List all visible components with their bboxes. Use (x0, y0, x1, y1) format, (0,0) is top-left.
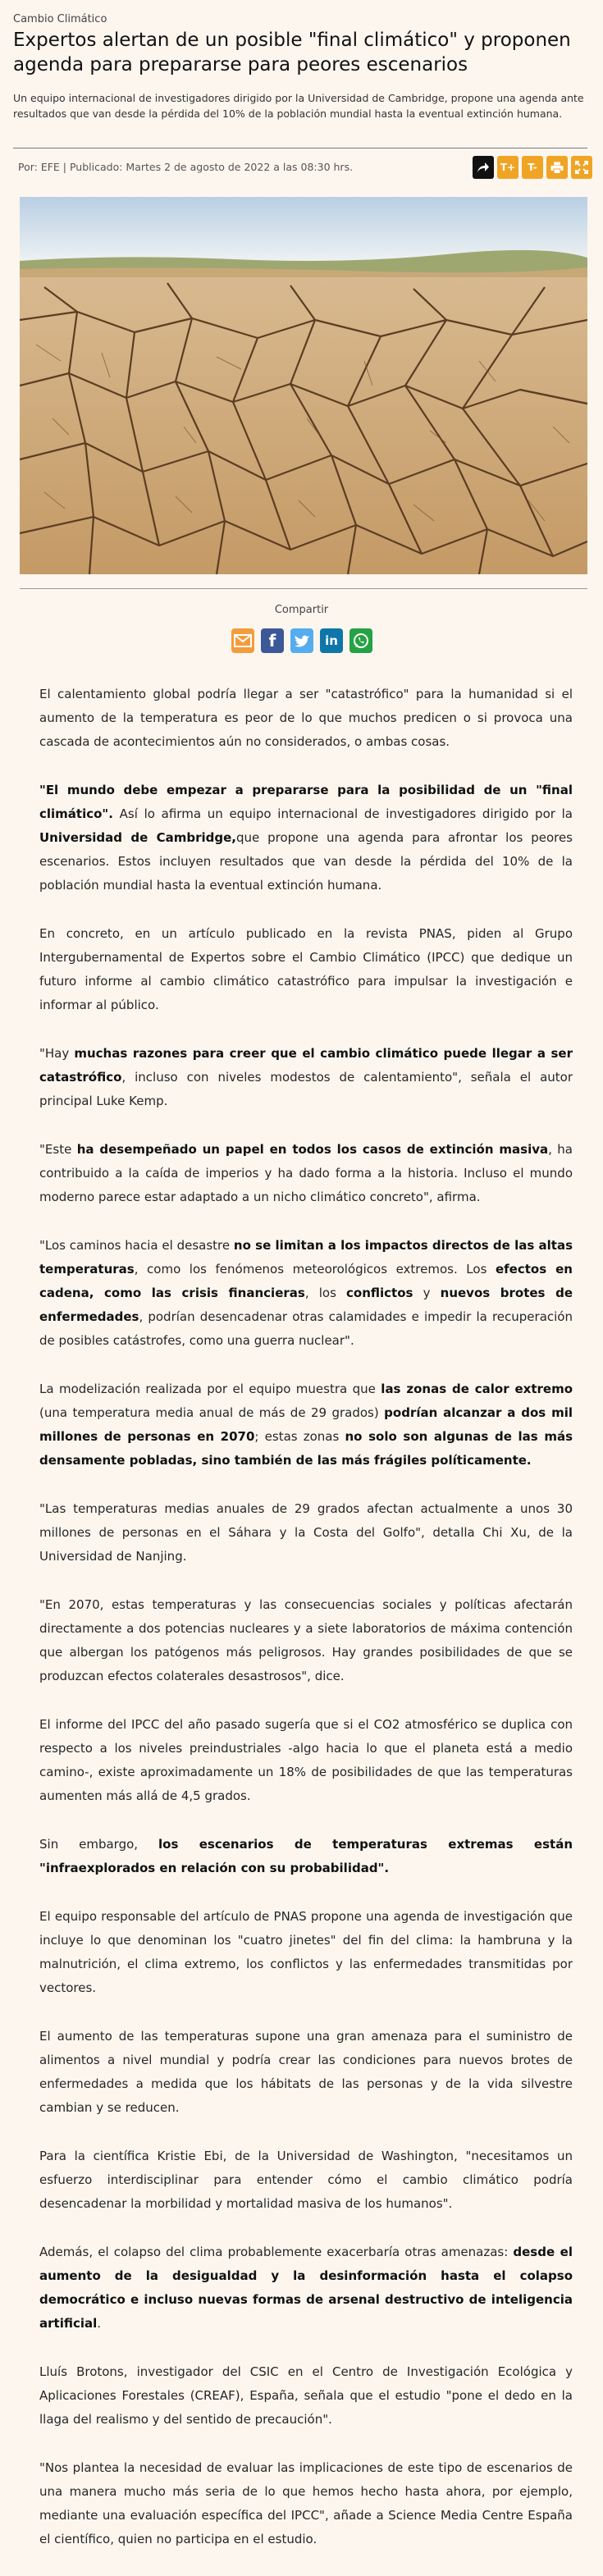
paragraph: "Las temperaturas medias anuales de 29 grados afectan actualmente a unos 30 millones de personas en el Sáhara y la Costa del Golfo", detalla Chi Xu, de la Universidad de Nanjing. (39, 1501, 573, 1564)
expand-icon (575, 161, 588, 174)
share-button[interactable] (473, 156, 494, 179)
facebook-icon: f (268, 631, 276, 651)
paragraph: El informe del IPCC del año pasado sugería que si el CO2 atmosférico se duplica con respecto a los niveles preindustriales -algo hacia lo que el planeta está a medio camino-, existe aproximadamente un 18% de posibilidades de que las temperaturas aumenten más allá de 4,5 grados. (39, 1717, 573, 1803)
paragraph: "Hay muchas razones para creer que el cambio climático puede llegar a ser catastrófico, incluso con niveles modestos de calentamiento", señala el autor principal Luke Kemp. (39, 1046, 573, 1108)
paragraph: Lluís Brotons, investigador del CSIC en el Centro de Investigación Ecológica y Aplicaciones Forestales (CREAF), España, señala que el estudio "pone el dedo en la llaga del realismo y del sentido de precaución". (39, 2364, 573, 2427)
print-button[interactable] (546, 156, 568, 179)
article-body (39, 683, 573, 2576)
paragraph: Además, el colapso del clima probablemente exacerbaría otras amenazas: desde el aumento de la desigualdad y la desinformación hasta el colapso democrático e incluso nuevas formas de arsenal destructivo de inteligencia artificial. (39, 2245, 573, 2331)
paragraph: "Este ha desempeñado un papel en todos los casos de extinción masiva, ha contribuido a la caída de imperios y ha dado forma a la historia. Incluso el mundo moderno parece estar adaptado a un nicho climático concreto", afirma. (39, 1142, 573, 1204)
paragraph: El aumento de las temperaturas supone una gran amenaza para el suministro de alimentos a nivel mundial y podría crear las condiciones para nuevos brotes de enfermedades a medida que los hábitats de las personas y de la vida silvestre cambian y se reducen. (39, 2029, 573, 2115)
printer-icon (550, 162, 564, 174)
whatsapp-icon (353, 633, 369, 649)
paragraph: En concreto, en un artículo publicado en la revista PNAS, piden al Grupo Intergubernamental de Expertos sobre el Cambio Climático (IPCC) que dedique un futuro informe al cambio climático catastrófico para impulsar la investigación e informar al público. (39, 926, 573, 1012)
article-headline: Expertos alertan de un posible "final climático" y proponen agenda para prepararse para peores escenarios (13, 30, 571, 75)
paragraph: Para la científica Kristie Ebi, de la Universidad de Washington, "necesitamos un esfuerzo interdisciplinar para entender cómo el cambio climático podría desencadenar la morbilidad y mortalidad masiva de los humanos". (39, 2149, 573, 2211)
category-label[interactable]: Cambio Climático (13, 13, 107, 25)
paragraph: "El mundo debe empezar a prepararse para la posibilidad de un "final climático". Así lo afirma un equipo internacional de investigadores dirigido por la Universidad de Cambridge,que propone una agenda para afrontar los peores escenarios. Estos incluyen resultados que van desde la pérdida del 10% de la población mundial hasta la eventual extinción humana. (39, 783, 573, 893)
expand-button[interactable] (571, 156, 592, 179)
paragraph: El calentamiento global podría llegar a ser "catastrófico" para la humanidad si el aumento de la temperatura es peor de lo que muchos predicen o si provoca una cascada de acontecimientos aún no considerados, o ambas cosas. (39, 687, 573, 749)
article-subtitle: Un equipo internacional de investigadores dirigido por la Universidad de Cambridge, propone una agenda ante resultados que van desde la pérdida del 10% de la población mundial hasta la eventual extinción humana. (13, 92, 584, 120)
font-increase-button[interactable]: T+ (497, 156, 518, 179)
twitter-icon (294, 634, 310, 647)
share-label: Compartir (274, 604, 329, 616)
paragraph: "En 2070, estas temperaturas y las consecuencias sociales y políticas afectarán directamente a dos potencias nucleares y a siete laboratorios de máxima contención que albergan los patógenos más peligrosos. Hay grandes posibilidades de que se produzcan efectos colaterales desastrosos", dice. (39, 1597, 573, 1683)
share-facebook-button[interactable] (261, 628, 284, 653)
share-arrow-icon (477, 162, 490, 173)
email-icon (234, 634, 252, 647)
hero-image-cracked-earth (20, 197, 587, 574)
paragraph: "Nos plantea la necesidad de evaluar las implicaciones de este tipo de escenarios de una manera mucho más seria de lo que hemos hecho hasta ahora, por ejemplo, mediante una evaluación específica del IPCC", añade a Science Media Centre España el científico, quien no participa en el estudio. (39, 2460, 573, 2546)
share-linkedin-button[interactable] (320, 628, 343, 653)
share-twitter-button[interactable] (290, 628, 313, 653)
paragraph: El equipo responsable del artículo de PNAS propone una agenda de investigación que incluye lo que denominan los "cuatro jinetes" del fin del clima: la hambruna y la malnutrición, el clima extremo, los conflictos y las enfermedades transmitidas por vectores. (39, 1909, 573, 1995)
article-byline: Por: EFE | Publicado: Martes 2 de agosto de 2022 a las 08:30 hrs. (18, 161, 354, 173)
paragraph: Sin embargo, los escenarios de temperaturas extremas están "infraexplorados en relación con su probabilidad". (39, 1837, 573, 1875)
divider (20, 588, 587, 589)
linkedin-icon: in (325, 633, 338, 648)
paragraph: "Los caminos hacia el desastre no se limitan a los impactos directos de las altas temperaturas, como los fenómenos meteorológicos extremos. Los efectos en cadena, como las crisis financieras, los conflictos y nuevos brotes de enfermedades, podrían desencadenar otras calamidades e impedir la recuperación de posibles catástrofes, como una guerra nuclear". (39, 1238, 573, 1348)
paragraph: La modelización realizada por el equipo muestra que las zonas de calor extremo (una temperatura media anual de más de 29 grados) podrían alcanzar a dos mil millones de personas en 2070; estas zonas no solo son algunas de las más densamente pobladas, sino también de las más frágiles políticamente. (39, 1382, 573, 1468)
article-toolbar (473, 156, 594, 179)
cracked-earth-photo (20, 197, 587, 574)
share-whatsapp-button[interactable] (349, 628, 372, 653)
share-email-button[interactable] (231, 628, 254, 653)
font-decrease-button[interactable]: T- (522, 156, 543, 179)
